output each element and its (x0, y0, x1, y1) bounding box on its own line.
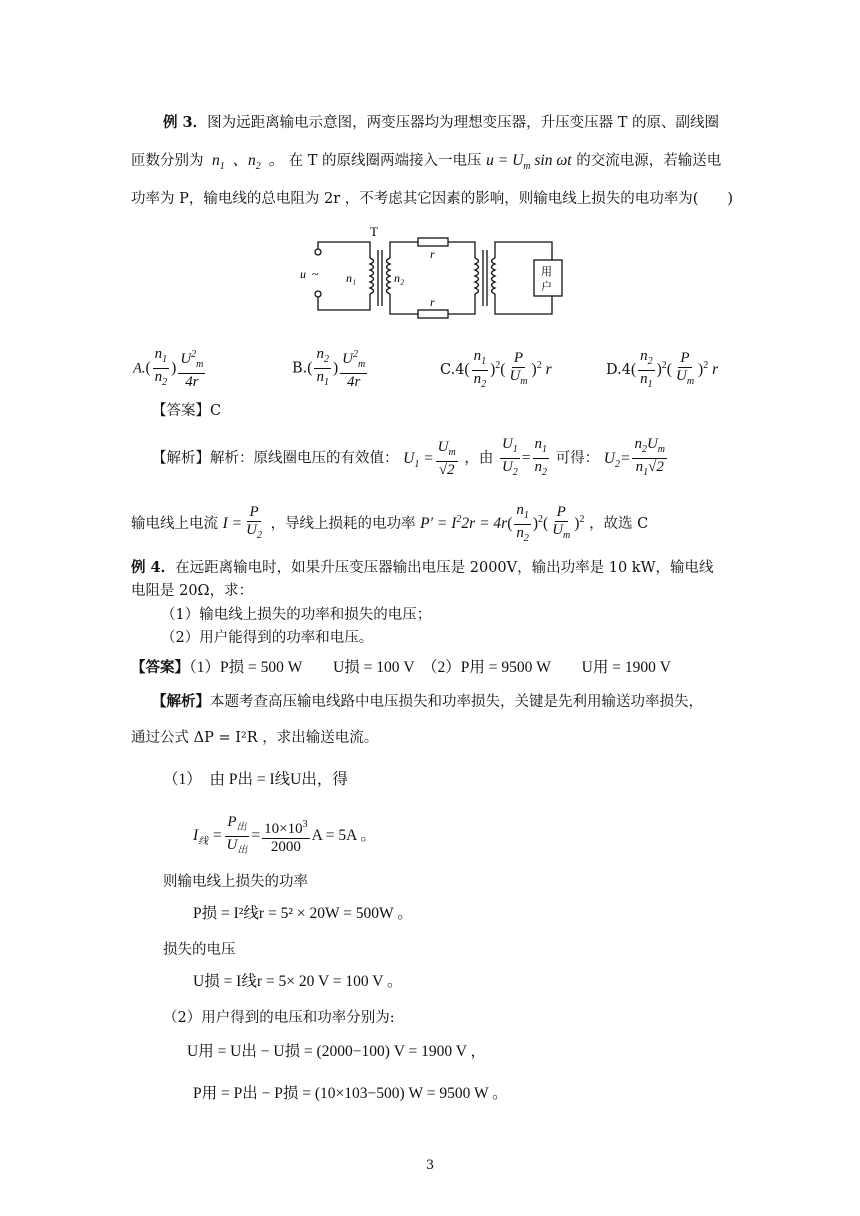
ex4-question-2: （2）用户能得到的功率和电压。 (161, 630, 374, 646)
option-b: B.( $\frac{n_2}{n_1}$ ) $\frac{U^2_m}{4r}$ (292, 346, 366, 390)
ex3-text-2b: 在 T 的原线圈两端接入一电压 (288, 153, 482, 169)
ex3-line-3 (131, 189, 733, 209)
ex4-analysis-line-1: 【解析】本题考查高压输电线路中电压损失和功率损失，关键是先利用输送功率损失， (152, 693, 703, 710)
transmission-circuit-diagram (290, 222, 580, 332)
user-label-1: 用 (541, 266, 552, 278)
ex4-step-9: P用 = P出 − P损 = (10×103−500) W = 9500 W 。 (193, 1085, 508, 1102)
ex3-analysis-line-1: 【解析】解析：原线圈电压的有效值： $U_1$ = $\frac{U_m}{√2}$ ，由 $\frac{U_1}{U_2}$ = $\frac{n_1}{n_2}$ 可得： $U_2=$ $\frac{n_2U_m}{n_1√2}$ (152, 436, 666, 478)
r-label-bottom: r (430, 295, 435, 309)
page-number: 3 (425, 1158, 435, 1173)
ex3-line-1 (163, 113, 719, 133)
ex4-step-1: （1） 由 P出 = I线U出，得 (163, 771, 348, 788)
ex3-turns: $n_1$ 、$n_2$ 。 (208, 152, 285, 173)
transformer-label: T (370, 224, 378, 239)
ex3-analysis-line-2: 输电线上电流 I = $\frac{P}{U_2}$ ，导线上损耗的电功率 $P' = I^22r = 4r$( $\frac{n_1}{n_2}$ )$^2$( $\frac{P}{U_m}$ )$^2$ ，故选 C (131, 501, 649, 544)
option-c: C.4( $\frac{n_1}{n_2}$ )$^2$( $\frac{P}{U_m}$ )$^2$ r (440, 347, 552, 390)
r-label-top: r (430, 247, 435, 261)
ex3-text-2c: 的交流电源，若输送电 (576, 153, 722, 169)
ex3-line-2 (131, 151, 721, 177)
ex4-step-5: 损失的电压 (163, 942, 236, 958)
n2-label: n₂ (394, 271, 405, 285)
ex4-step-2: $I_线$ = $\frac{P_出}{U_出}$ = $\frac{10\times 10^3}{2000}$ A = 5A 。 (193, 813, 376, 856)
ex4-line-1: 例 4．在远距离输电时，如果升压变压器输出电压是 2000V，输出功率是 10 kW，输电线 (131, 559, 714, 576)
ac-symbol: ~ (312, 267, 319, 281)
ex4-step-6: U损 = I线r = 5× 20 V = 100 V 。 (193, 973, 403, 990)
option-d: D.4( $\frac{n_2}{n_1}$ )$^2$( $\frac{P}{U_m}$ )$^2$ r (606, 347, 719, 390)
ex4-step-8: U用 = U出 − U损 = (2000−100) V = 1900 V ， (187, 1043, 487, 1060)
ex3-voltage-formula: $u = U_m$ sin ωt (486, 152, 572, 173)
ex3-answer: 【答案】C (152, 403, 222, 419)
n1-label: n₁ (346, 271, 357, 285)
ex4-step-7: （2）用户得到的电压和功率分别为: (163, 1010, 395, 1026)
option-a: A.( $\frac{n_1}{n_2}$ ) $\frac{U^2_m}{4r}$ (133, 346, 204, 390)
source-label: u (300, 267, 306, 281)
ex4-line-2: 电阻是 20Ω，求： (131, 583, 254, 599)
ex4-analysis-line-2: 通过公式 ΔP = I²R ，求出输送电流。 (131, 730, 379, 746)
ex3-text-2a: 匝数分别为 (131, 153, 204, 169)
ex4-step-3: 则输电线上损失的功率 (163, 874, 308, 890)
ex4-answer: 【答案】（1）P损 = 500 W U损 = 100 V （2）P用 = 9500 W U用 = 1900 V (131, 659, 671, 676)
user-label-2: 户 (541, 281, 552, 293)
ex3-text-3: 功率为 P，输电线的总电阻为 2r ，不考虑其它因素的影响，则输电线上损失的电功率为( ) (131, 191, 734, 207)
ex3-text-1: 图为远距离输电示意图，两变压器均为理想变压器，升压变压器 T 的原、副线圈 (207, 115, 720, 131)
ex4-question-1: （1）输电线上损失的功率和损失的电压； (161, 607, 432, 623)
ex4-step-4: P损 = I²线r = 5² × 20W = 500W 。 (193, 905, 413, 922)
ex3-title: 例 3． (163, 114, 208, 131)
